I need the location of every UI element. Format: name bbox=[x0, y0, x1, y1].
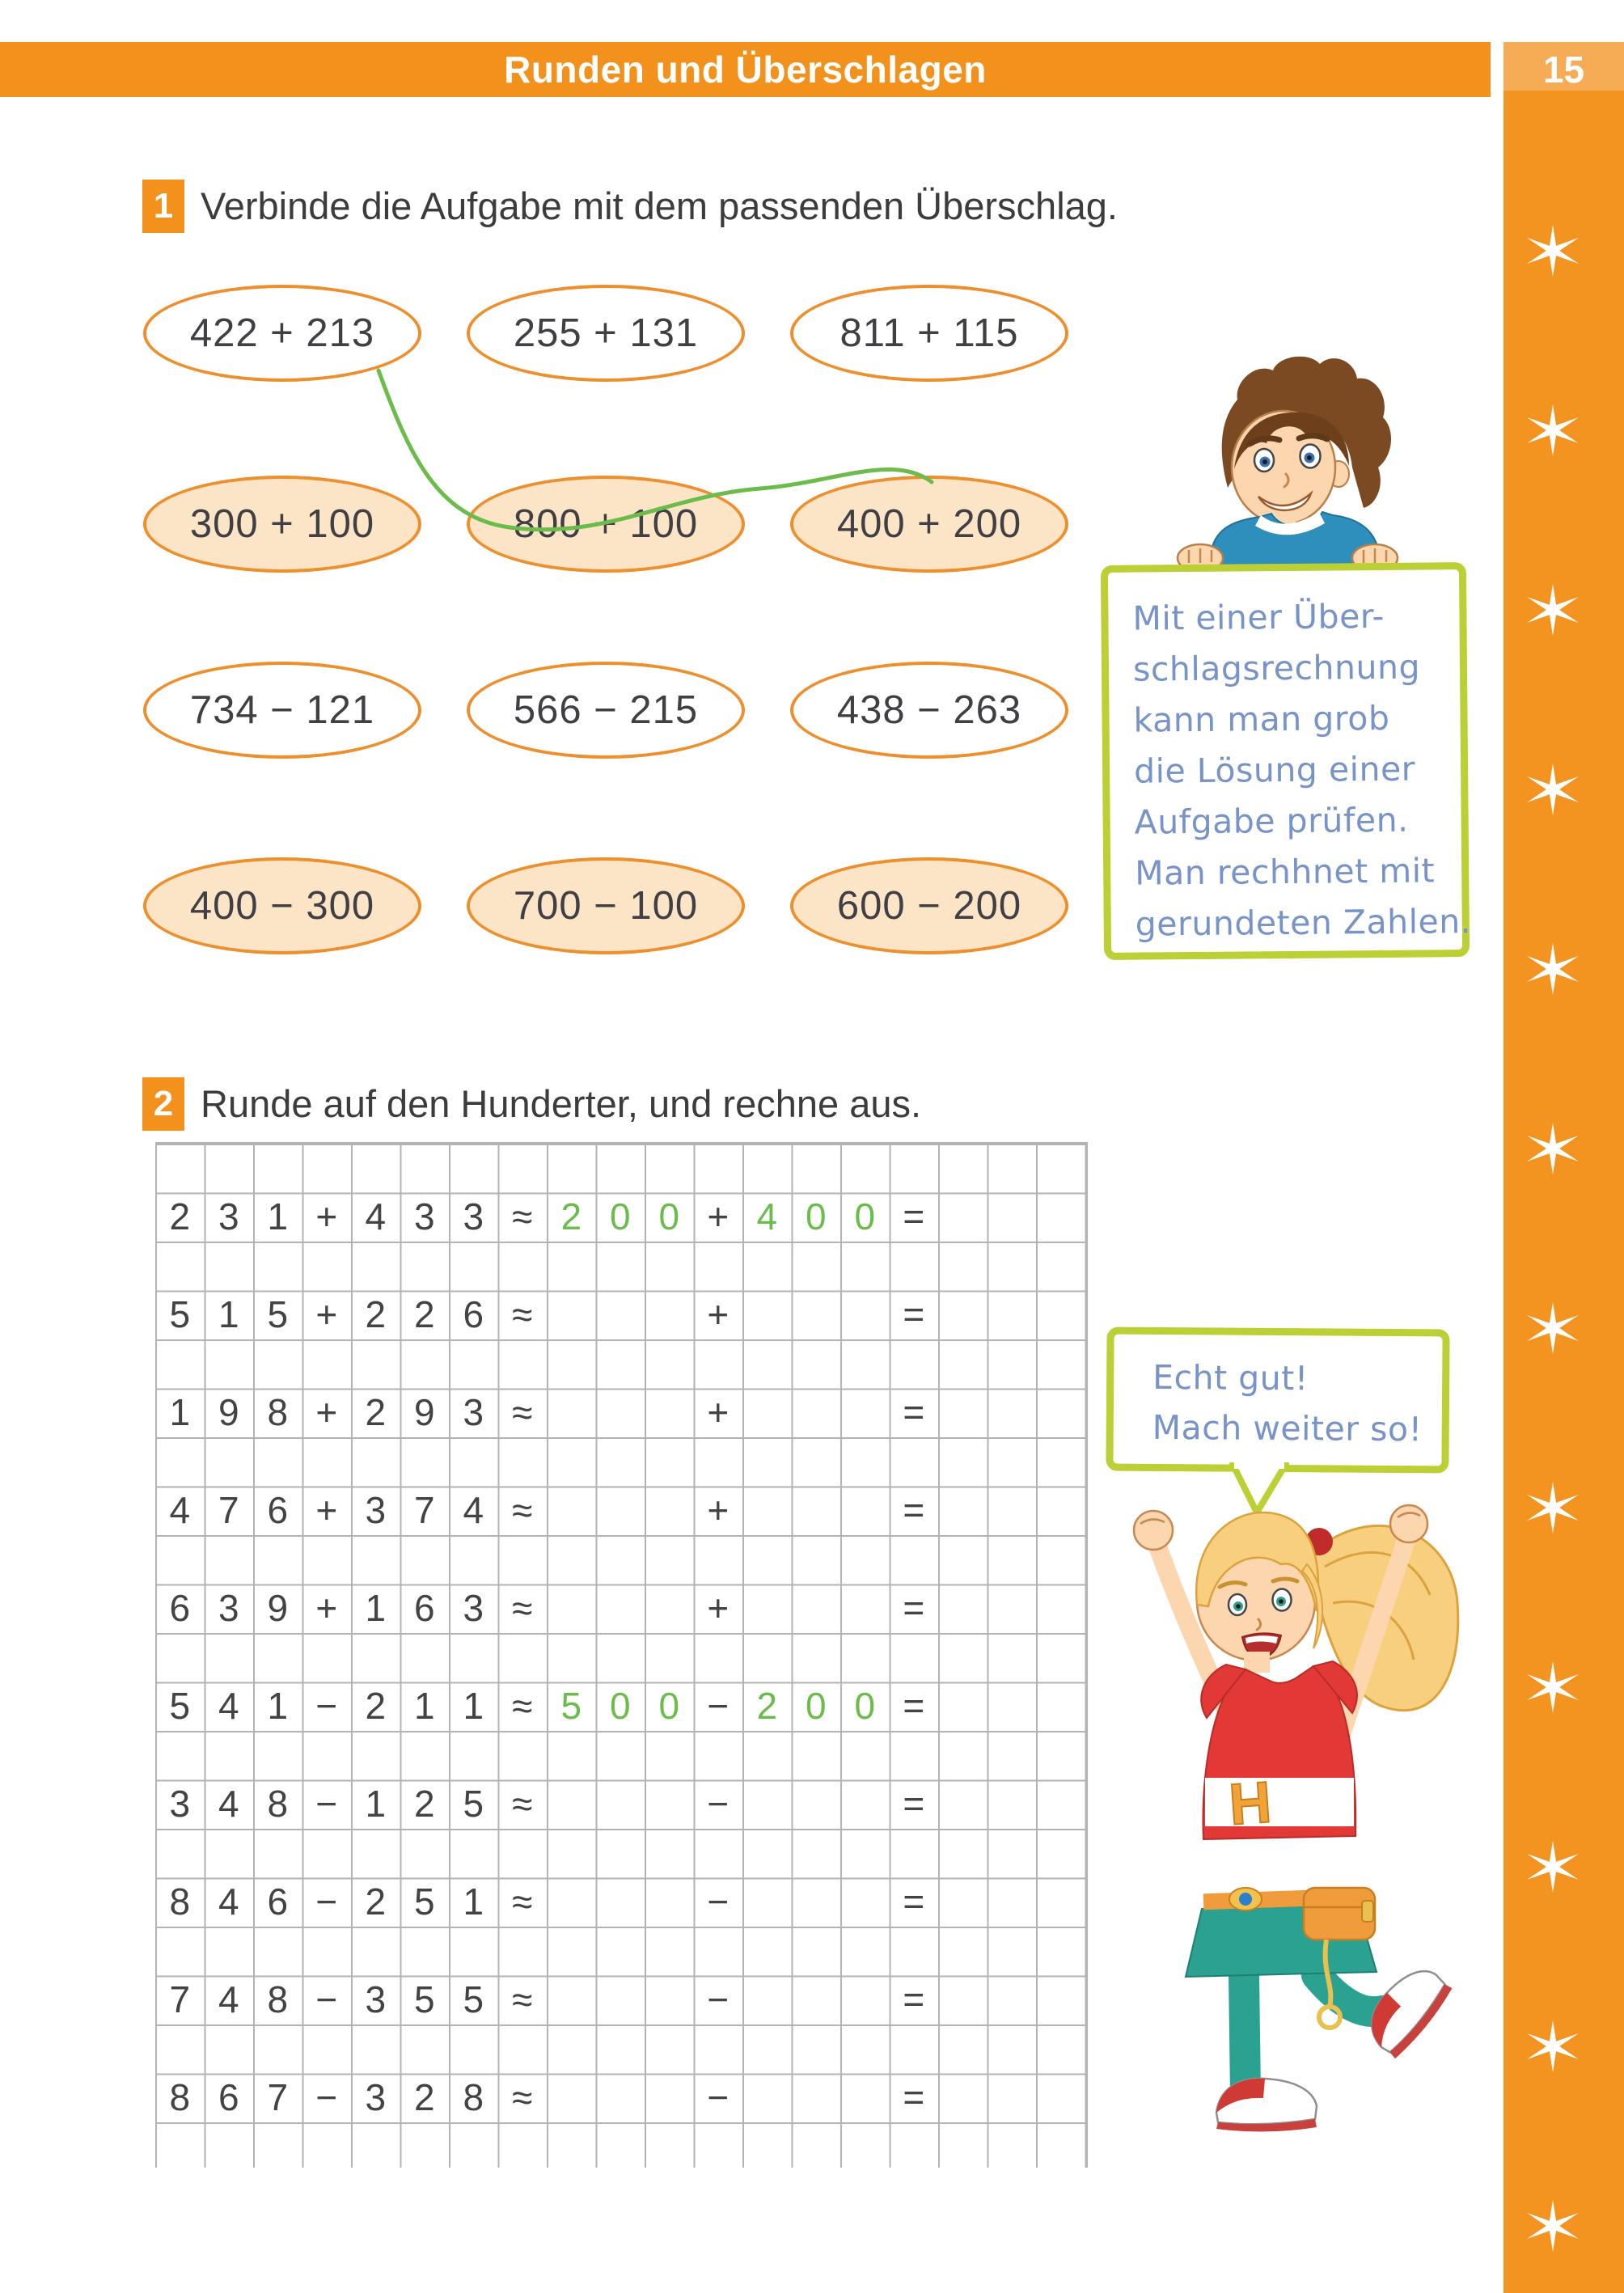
speech-bubble-boy bbox=[1101, 562, 1470, 960]
grid-cell: 8 bbox=[267, 1783, 289, 1825]
grid-cell: 1 bbox=[365, 1587, 387, 1629]
exercise-2-number-badge: 2 bbox=[142, 1077, 184, 1131]
star-icon bbox=[1520, 401, 1585, 459]
grid-cell: 4 bbox=[218, 1685, 239, 1727]
estimate-bubble[interactable] bbox=[790, 857, 1068, 954]
grid-cell: 0 bbox=[805, 1195, 827, 1237]
estimate-bubble[interactable] bbox=[143, 857, 421, 954]
grid-cell bbox=[1036, 1487, 1085, 1536]
grid-cell: 2 bbox=[365, 1293, 387, 1335]
grid-cell bbox=[938, 2074, 988, 2123]
grid-cell: 4 bbox=[218, 1783, 239, 1825]
answer-cell[interactable] bbox=[840, 1291, 890, 1340]
grid-cell: 9 bbox=[413, 1391, 435, 1433]
grid-cell bbox=[1036, 1193, 1085, 1242]
bubble-label: 700 − 100 bbox=[513, 884, 699, 928]
answer-cell[interactable] bbox=[596, 1878, 645, 1927]
exercise-2-instruction: Runde auf den Hunderter, und rechne aus. bbox=[201, 1082, 922, 1125]
bubble-label: 255 + 131 bbox=[513, 311, 699, 355]
grid-cell: = bbox=[903, 1293, 925, 1335]
grid-cell bbox=[988, 1976, 1037, 2025]
grid-cell: − bbox=[707, 1978, 730, 2020]
grid-problem-row bbox=[155, 1193, 1085, 1242]
grid-cell: ≈ bbox=[512, 1293, 533, 1335]
grid-cell: ≈ bbox=[512, 1783, 533, 1825]
grid-cell: − bbox=[707, 1685, 730, 1727]
grid-cell: + bbox=[315, 1587, 338, 1629]
answer-cell[interactable] bbox=[596, 1976, 645, 2025]
answer-cell[interactable] bbox=[840, 1487, 890, 1536]
bubble-text-line: Mit einer Über- bbox=[1132, 596, 1385, 638]
grid-cell: = bbox=[903, 1391, 925, 1433]
star-icon bbox=[1520, 581, 1585, 639]
exercise-1-number-badge: 1 bbox=[142, 180, 184, 233]
grid-cell: 8 bbox=[267, 1391, 289, 1433]
decorative-sidebar bbox=[1503, 91, 1624, 2293]
grid-cell: 0 bbox=[658, 1195, 680, 1237]
answer-cell[interactable] bbox=[792, 1878, 841, 1927]
grid-cell: 0 bbox=[805, 1685, 827, 1727]
grid-cell: 1 bbox=[463, 1881, 484, 1923]
speech-bubble-girl bbox=[1106, 1327, 1449, 1474]
grid-cell: + bbox=[707, 1195, 730, 1237]
grid-cell: ≈ bbox=[512, 1195, 533, 1237]
grid-problem-row bbox=[155, 1682, 1085, 1732]
answer-cell[interactable] bbox=[645, 1878, 694, 1927]
star-icon bbox=[1520, 222, 1585, 280]
grid-cell: 3 bbox=[365, 2076, 387, 2118]
grid-cell: 2 bbox=[365, 1391, 387, 1433]
grid-cell: 1 bbox=[267, 1685, 289, 1727]
grid-cell: + bbox=[315, 1391, 338, 1433]
grid-cell: − bbox=[707, 1881, 730, 1923]
grid-cell: = bbox=[903, 1685, 925, 1727]
grid-cell: + bbox=[707, 1587, 730, 1629]
bubble-label: 600 − 200 bbox=[836, 884, 1022, 928]
grid-cell bbox=[1036, 1291, 1085, 1340]
bubble-text-line: gerundeten Zahlen. bbox=[1135, 901, 1472, 944]
star-icon bbox=[1520, 760, 1585, 819]
grid-cell: 1 bbox=[267, 1195, 289, 1237]
grid-cell: ≈ bbox=[512, 1489, 533, 1531]
boy-character bbox=[1150, 346, 1474, 589]
girl-sneaker bbox=[1216, 2079, 1317, 2132]
grid-cell: 1 bbox=[218, 1293, 239, 1335]
grid-cell: 0 bbox=[854, 1195, 876, 1237]
bubble-text-line: kann man grob bbox=[1133, 698, 1390, 740]
bubble-label: 734 − 121 bbox=[189, 688, 375, 732]
header-bar bbox=[0, 42, 1491, 97]
answer-cell[interactable] bbox=[792, 1584, 841, 1634]
answer-cell[interactable] bbox=[742, 1389, 792, 1438]
answer-cell[interactable] bbox=[547, 1878, 596, 1927]
girl-fist bbox=[1134, 1511, 1173, 1550]
grid-cell: 2 bbox=[756, 1685, 778, 1727]
grid-cell: 1 bbox=[365, 1783, 387, 1825]
answer-cell[interactable] bbox=[596, 1291, 645, 1340]
grid-cell: 0 bbox=[609, 1685, 631, 1727]
grid-cell: + bbox=[707, 1489, 730, 1531]
grid-cell bbox=[988, 1682, 1037, 1732]
answer-cell[interactable] bbox=[645, 1291, 694, 1340]
answer-cell[interactable] bbox=[596, 1780, 645, 1830]
grid-cell: ≈ bbox=[512, 1978, 533, 2020]
connection-line bbox=[324, 348, 987, 590]
answer-cell[interactable] bbox=[645, 1780, 694, 1830]
grid-cell bbox=[988, 1487, 1037, 1536]
grid-cell: + bbox=[315, 1489, 338, 1531]
grid-cell: 8 bbox=[169, 2076, 191, 2118]
grid-cell: 4 bbox=[463, 1489, 484, 1531]
exercise-1-instruction: Verbinde die Aufgabe mit dem passenden Überschlag. bbox=[201, 184, 1118, 227]
grid-problem-row bbox=[155, 1389, 1085, 1438]
bubble-label: 438 − 263 bbox=[836, 688, 1022, 732]
page-number-badge bbox=[1503, 42, 1624, 97]
bubble-text-line: schlagsrechnung bbox=[1132, 647, 1421, 689]
grid-cell: = bbox=[903, 1978, 925, 2020]
grid-cell: 0 bbox=[609, 1195, 631, 1237]
grid-cell: 1 bbox=[413, 1685, 435, 1727]
grid-cell bbox=[988, 1291, 1037, 1340]
grid-cell: 2 bbox=[413, 2076, 435, 2118]
grid-cell bbox=[1036, 1976, 1085, 2025]
grid-cell bbox=[1036, 1584, 1085, 1634]
answer-cell[interactable] bbox=[547, 1780, 596, 1830]
grid-cell bbox=[988, 2074, 1037, 2123]
grid-cell: 0 bbox=[854, 1685, 876, 1727]
squared-answer-grid bbox=[155, 1142, 1088, 2168]
answer-cell[interactable] bbox=[596, 1487, 645, 1536]
answer-cell[interactable] bbox=[596, 1584, 645, 1634]
answer-cell[interactable] bbox=[547, 1291, 596, 1340]
star-icon bbox=[1520, 2197, 1585, 2255]
grid-cell: 6 bbox=[267, 1489, 289, 1531]
grid-cell: 3 bbox=[463, 1391, 484, 1433]
answer-cell[interactable] bbox=[742, 1584, 792, 1634]
girl-fist bbox=[1390, 1505, 1427, 1542]
page-number: 15 bbox=[1542, 49, 1585, 91]
answer-cell[interactable] bbox=[742, 1487, 792, 1536]
grid-cell bbox=[938, 1976, 988, 2025]
grid-cell: ≈ bbox=[512, 1685, 533, 1727]
bubble-text-line: Mach weiter so! bbox=[1152, 1407, 1423, 1449]
answer-cell[interactable] bbox=[547, 2074, 596, 2123]
grid-cell: 1 bbox=[463, 1685, 484, 1727]
star-icon bbox=[1520, 1119, 1585, 1178]
answer-cell[interactable] bbox=[547, 1976, 596, 2025]
grid-cell: 6 bbox=[267, 1881, 289, 1923]
grid-cell: = bbox=[903, 2076, 925, 2118]
answer-cell[interactable] bbox=[840, 1584, 890, 1634]
grid-cell: − bbox=[315, 1978, 338, 2020]
grid-cell bbox=[1036, 1682, 1085, 1732]
grid-cell: − bbox=[315, 1783, 338, 1825]
grid-cell: − bbox=[315, 2076, 338, 2118]
grid-cell: ≈ bbox=[512, 1881, 533, 1923]
answer-cell[interactable] bbox=[792, 2074, 841, 2123]
grid-cell bbox=[1036, 1878, 1085, 1927]
grid-cell: 5 bbox=[169, 1685, 191, 1727]
bubble-label: 300 + 100 bbox=[189, 502, 375, 546]
grid-cell: = bbox=[903, 1195, 925, 1237]
task-bubble[interactable] bbox=[143, 662, 421, 759]
grid-cell: 9 bbox=[218, 1391, 239, 1433]
grid-cell: 9 bbox=[267, 1587, 289, 1629]
grid-cell bbox=[988, 1389, 1037, 1438]
grid-cell: 5 bbox=[463, 1783, 484, 1825]
grid-cell: 8 bbox=[169, 1881, 191, 1923]
grid-cell: 4 bbox=[365, 1195, 387, 1237]
grid-cell bbox=[988, 1780, 1037, 1830]
grid-cell: 7 bbox=[413, 1489, 435, 1531]
grid-cell: 4 bbox=[218, 1978, 239, 2020]
grid-cell: = bbox=[903, 1881, 925, 1923]
grid-cell: 0 bbox=[658, 1685, 680, 1727]
bubble-label: 400 + 200 bbox=[836, 502, 1022, 546]
grid-cell: ≈ bbox=[512, 1587, 533, 1629]
grid-cell: 7 bbox=[267, 2076, 289, 2118]
estimate-bubble[interactable] bbox=[467, 857, 745, 954]
answer-cell[interactable] bbox=[645, 1487, 694, 1536]
grid-cell: + bbox=[315, 1195, 338, 1237]
grid-cell: − bbox=[315, 1685, 338, 1727]
bubble-label: 400 − 300 bbox=[189, 884, 375, 928]
task-bubble[interactable] bbox=[790, 662, 1068, 759]
grid-cell bbox=[988, 1193, 1037, 1242]
grid-cell: 6 bbox=[218, 2076, 239, 2118]
answer-cell[interactable] bbox=[840, 1878, 890, 1927]
answer-cell[interactable] bbox=[840, 1976, 890, 2025]
grid-cell bbox=[938, 1584, 988, 1634]
grid-cell bbox=[988, 1878, 1037, 1927]
grid-cell: 3 bbox=[169, 1783, 191, 1825]
grid-cell bbox=[938, 1780, 988, 1830]
grid-cell: 2 bbox=[413, 1783, 435, 1825]
grid-cell: 2 bbox=[169, 1195, 191, 1237]
bubble-label: 800 + 100 bbox=[513, 502, 699, 546]
bubble-label: 422 + 213 bbox=[189, 311, 375, 355]
grid-cell: 2 bbox=[365, 1881, 387, 1923]
grid-cell: + bbox=[315, 1293, 338, 1335]
answer-cell[interactable] bbox=[840, 1389, 890, 1438]
answer-cell[interactable] bbox=[792, 1976, 841, 2025]
grid-cell: = bbox=[903, 1489, 925, 1531]
grid-cell: + bbox=[707, 1293, 730, 1335]
grid-cell bbox=[1036, 2074, 1085, 2123]
grid-cell: 4 bbox=[169, 1489, 191, 1531]
grid-cell: 8 bbox=[463, 2076, 484, 2118]
grid-cell: 6 bbox=[463, 1293, 484, 1335]
grid-cell: 7 bbox=[218, 1489, 239, 1531]
grid-problem-row bbox=[155, 1780, 1085, 1830]
answer-cell[interactable] bbox=[596, 2074, 645, 2123]
bubble-text-line: Aufgabe prüfen. bbox=[1134, 800, 1409, 842]
grid-cell bbox=[938, 1291, 988, 1340]
grid-cell: 5 bbox=[413, 1978, 435, 2020]
bubble-text-line: Echt gut! bbox=[1152, 1357, 1309, 1398]
answer-cell[interactable] bbox=[840, 2074, 890, 2123]
grid-cell: − bbox=[707, 2076, 730, 2118]
bubble-text-line: die Lösung einer bbox=[1133, 749, 1416, 791]
grid-cell: 8 bbox=[267, 1978, 289, 2020]
answer-cell[interactable] bbox=[742, 1976, 792, 2025]
grid-cell: 3 bbox=[413, 1195, 435, 1237]
answer-cell[interactable] bbox=[742, 1878, 792, 1927]
answer-cell[interactable] bbox=[645, 2074, 694, 2123]
answer-cell[interactable] bbox=[596, 1389, 645, 1438]
star-icon bbox=[1520, 940, 1585, 998]
answer-cell[interactable] bbox=[645, 1584, 694, 1634]
bubble-text-line: Man rechhnet mit bbox=[1134, 851, 1436, 893]
grid-problem-row bbox=[155, 1878, 1085, 1927]
star-icon bbox=[1520, 2017, 1585, 2075]
girl-character bbox=[1123, 1490, 1470, 2137]
answer-cell[interactable] bbox=[792, 1291, 841, 1340]
bubble-label: 811 + 115 bbox=[839, 311, 1019, 355]
answer-cell[interactable] bbox=[547, 1487, 596, 1536]
svg-text:H: H bbox=[1227, 1770, 1274, 1838]
grid-cell: 5 bbox=[560, 1685, 582, 1727]
grid-cell: 3 bbox=[365, 1489, 387, 1531]
grid-cell: 5 bbox=[463, 1978, 484, 2020]
grid-cell: − bbox=[707, 1783, 730, 1825]
answer-cell[interactable] bbox=[547, 1584, 596, 1634]
grid-problem-row bbox=[155, 2074, 1085, 2123]
star-icon bbox=[1520, 1658, 1585, 1716]
bubble-label: 566 − 215 bbox=[513, 688, 699, 732]
grid-cell: − bbox=[315, 1881, 338, 1923]
answer-cell[interactable] bbox=[742, 1291, 792, 1340]
grid-problem-row bbox=[155, 1487, 1085, 1536]
grid-cell bbox=[938, 1682, 988, 1732]
star-icon bbox=[1520, 1299, 1585, 1357]
grid-cell bbox=[938, 1878, 988, 1927]
grid-cell: 3 bbox=[218, 1587, 239, 1629]
answer-cell[interactable] bbox=[792, 1780, 841, 1830]
grid-cell: 5 bbox=[267, 1293, 289, 1335]
answer-cell[interactable] bbox=[645, 1389, 694, 1438]
grid-problem-row bbox=[155, 1584, 1085, 1634]
grid-cell: ≈ bbox=[512, 1391, 533, 1433]
grid-cell bbox=[938, 1389, 988, 1438]
grid-cell bbox=[938, 1193, 988, 1242]
task-bubble[interactable] bbox=[467, 662, 745, 759]
grid-cell: 6 bbox=[413, 1587, 435, 1629]
grid-cell bbox=[1036, 1389, 1085, 1438]
grid-cell: 4 bbox=[756, 1195, 778, 1237]
grid-cell: 1 bbox=[169, 1391, 191, 1433]
grid-cell: 3 bbox=[463, 1195, 484, 1237]
grid-cell: 3 bbox=[218, 1195, 239, 1237]
grid-cell: 2 bbox=[413, 1293, 435, 1335]
grid-cell: 4 bbox=[218, 1881, 239, 1923]
grid-cell: 7 bbox=[169, 1978, 191, 2020]
grid-cell bbox=[938, 1487, 988, 1536]
grid-cell bbox=[1036, 1780, 1085, 1830]
grid-problem-row bbox=[155, 1291, 1085, 1340]
answer-cell[interactable] bbox=[742, 1780, 792, 1830]
grid-problem-row bbox=[155, 1976, 1085, 2025]
answer-cell[interactable] bbox=[792, 1389, 841, 1438]
grid-cell: + bbox=[707, 1391, 730, 1433]
answer-cell[interactable] bbox=[792, 1487, 841, 1536]
grid-cell: = bbox=[903, 1783, 925, 1825]
grid-cell: 3 bbox=[463, 1587, 484, 1629]
answer-cell[interactable] bbox=[547, 1389, 596, 1438]
grid-cell: = bbox=[903, 1587, 925, 1629]
answer-cell[interactable] bbox=[645, 1976, 694, 2025]
grid-cell: 5 bbox=[169, 1293, 191, 1335]
answer-cell[interactable] bbox=[742, 2074, 792, 2123]
grid-cell: ≈ bbox=[512, 2076, 533, 2118]
answer-cell[interactable] bbox=[840, 1780, 890, 1830]
page-title: Runden und Überschlagen bbox=[504, 49, 987, 91]
grid-cell: 6 bbox=[169, 1587, 191, 1629]
grid-cell: 2 bbox=[365, 1685, 387, 1727]
grid-cell bbox=[988, 1584, 1037, 1634]
star-icon bbox=[1520, 1838, 1585, 1896]
grid-cell: 2 bbox=[560, 1195, 582, 1237]
grid-cell: 5 bbox=[413, 1881, 435, 1923]
grid-cell: 3 bbox=[365, 1978, 387, 2020]
star-icon bbox=[1520, 1479, 1585, 1537]
